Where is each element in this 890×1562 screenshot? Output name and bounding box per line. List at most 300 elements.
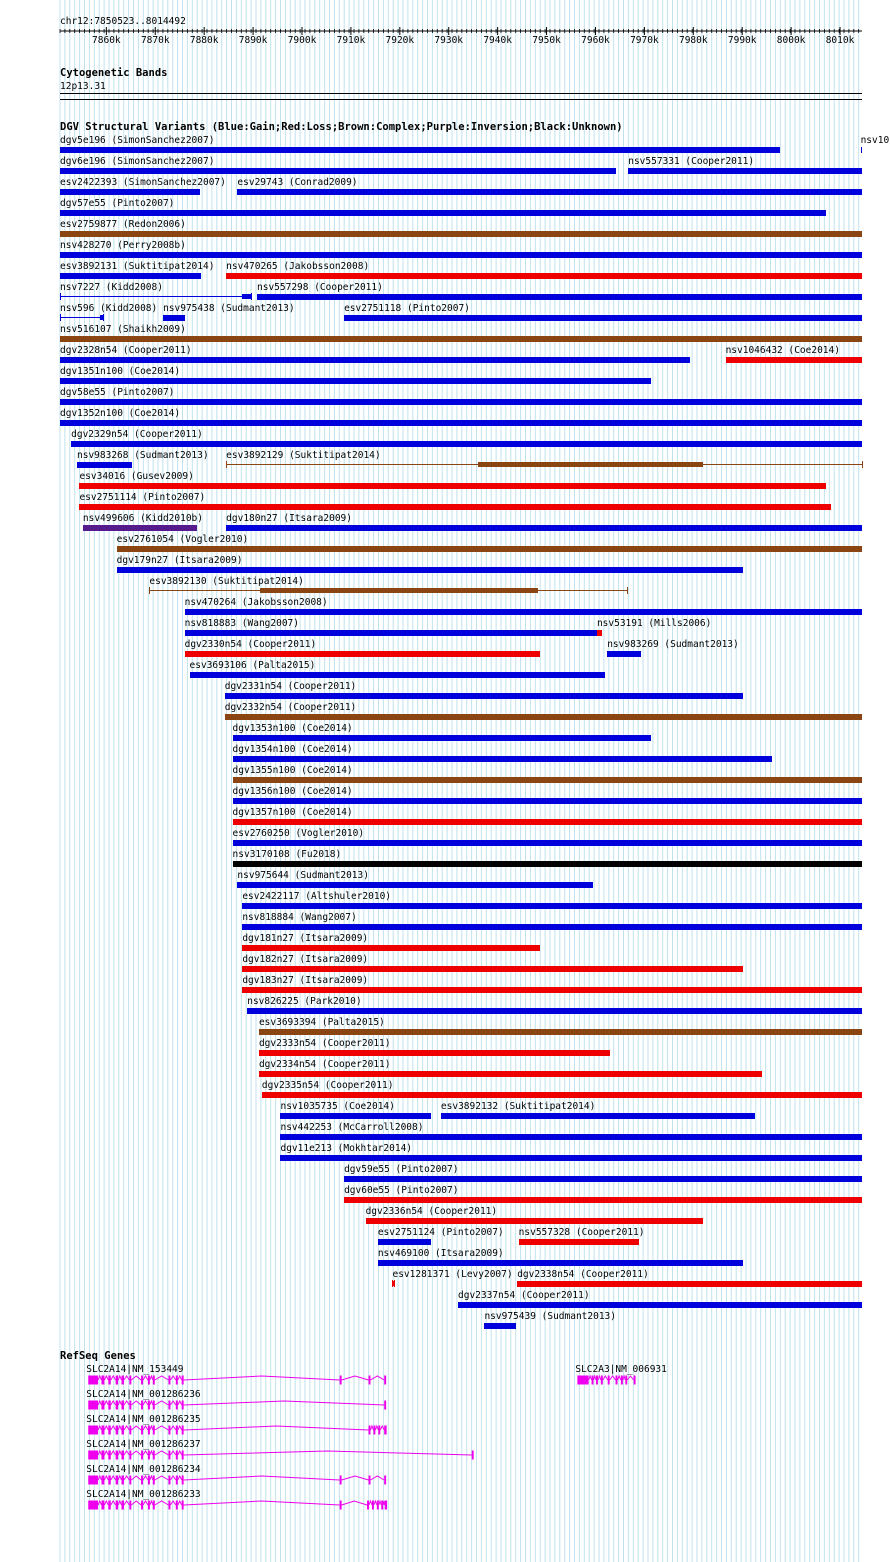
sv-feature-bar[interactable] xyxy=(225,714,862,720)
sv-feature-bar[interactable] xyxy=(100,315,102,320)
sv-label[interactable]: dgv1357n100 (Coe2014) xyxy=(232,807,353,818)
gene-exon xyxy=(148,1476,150,1485)
sv-label[interactable]: dgv11e213 (Mokhtar2014) xyxy=(280,1143,413,1154)
sv-label[interactable]: nsv442253 (McCarroll2008) xyxy=(280,1122,424,1133)
ruler-tick-label: 7870k xyxy=(140,35,170,46)
sv-feature-bar[interactable] xyxy=(259,1029,862,1035)
sv-feature-bar[interactable] xyxy=(484,1323,515,1329)
sv-label[interactable]: dgv57e55 (Pinto2007) xyxy=(60,198,175,209)
gene-intron xyxy=(131,1376,141,1380)
gene-exon xyxy=(129,1426,131,1435)
sv-feature-bar[interactable] xyxy=(79,483,825,489)
gene-intron xyxy=(170,1476,175,1480)
gene-exon xyxy=(148,1501,150,1510)
sv-feature-bar[interactable] xyxy=(163,315,185,321)
sv-feature-bar[interactable] xyxy=(344,315,862,321)
gene-exon xyxy=(182,1476,184,1485)
gene-intron xyxy=(111,1501,116,1505)
gene-intron xyxy=(150,1501,153,1505)
gene-exon xyxy=(122,1426,124,1435)
gene-intron xyxy=(104,1426,108,1430)
sv-feature-bar[interactable] xyxy=(233,861,862,867)
sv-label[interactable]: nsv975439 (Sudmant2013) xyxy=(484,1311,616,1322)
gene-exon xyxy=(108,1426,110,1435)
gene-exon xyxy=(116,1451,118,1460)
gene-intron xyxy=(178,1401,182,1405)
gene-intron xyxy=(178,1501,182,1505)
gene-label[interactable]: SLC2A14|NM_001286236 xyxy=(86,1389,201,1400)
sv-feature-end-cap xyxy=(251,293,252,300)
sv-label[interactable]: esv3892132 (Suktitipat2014) xyxy=(440,1101,596,1112)
gene-intron xyxy=(184,1426,369,1430)
sv-feature-bar[interactable] xyxy=(60,336,862,342)
sv-label[interactable]: dgv2336n54 (Cooper2011) xyxy=(365,1206,498,1217)
sv-label[interactable]: esv2751124 (Pinto2007) xyxy=(377,1227,504,1238)
gene-exon xyxy=(148,1376,150,1385)
sv-label[interactable]: esv2751118 (Pinto2007) xyxy=(344,303,470,314)
sv-label[interactable]: dgv180n27 (Itsara2009) xyxy=(226,513,353,524)
sv-label[interactable]: esv2422117 (Altshuler2010) xyxy=(242,891,392,902)
sv-label[interactable]: nsv3170108 (Fu2018) xyxy=(232,849,342,860)
sv-feature-bar[interactable] xyxy=(60,168,616,174)
gene-exon xyxy=(596,1376,598,1385)
sv-label[interactable]: nsv499606 (Kidd2010b) xyxy=(82,513,203,524)
sv-feature-bar[interactable] xyxy=(185,630,597,636)
sv-label[interactable]: esv3892129 (Suktitipat2014) xyxy=(226,450,381,461)
gene-intron xyxy=(124,1426,129,1430)
gene-intron xyxy=(589,1376,592,1380)
gene-exon xyxy=(176,1401,178,1410)
sv-feature-bar[interactable] xyxy=(280,1113,431,1119)
ruler-tick-label: 7910k xyxy=(336,35,366,46)
gene-intron xyxy=(150,1401,153,1405)
sv-feature-bar[interactable] xyxy=(225,693,743,699)
sv-label[interactable]: nsv470265 (Jakobsson2008) xyxy=(226,261,370,272)
sv-feature-bar[interactable] xyxy=(233,756,772,762)
gene-intron xyxy=(124,1501,129,1505)
ruler-tick-label: 7950k xyxy=(532,35,561,46)
sv-label[interactable]: dgv2334n54 (Cooper2011) xyxy=(258,1059,391,1070)
sv-label[interactable]: dgv2335n54 (Cooper2011) xyxy=(261,1080,394,1091)
sv-feature-bar[interactable] xyxy=(242,924,862,930)
gene-exon xyxy=(141,1401,143,1410)
sv-feature-bar[interactable] xyxy=(60,357,690,363)
sv-label[interactable]: dgv59e55 (Pinto2007) xyxy=(344,1164,459,1175)
gene-intron xyxy=(124,1451,129,1455)
sv-label[interactable]: nsv557328 (Cooper2011) xyxy=(518,1227,645,1238)
ruler-tick-label: 7930k xyxy=(434,35,464,46)
sv-feature-bar[interactable] xyxy=(60,147,780,153)
sv-feature-bar[interactable] xyxy=(344,1197,862,1203)
sv-feature-bar[interactable] xyxy=(60,210,826,216)
gene-intron xyxy=(170,1426,175,1430)
sv-label[interactable]: nsv10 xyxy=(860,135,890,146)
sv-feature-line[interactable] xyxy=(60,296,251,297)
gene-label[interactable]: SLC2A14|NM_001286233 xyxy=(86,1489,201,1500)
gene-intron xyxy=(155,1476,169,1480)
gene-exon xyxy=(116,1476,118,1485)
sv-feature-bar[interactable] xyxy=(233,840,862,846)
sv-label[interactable]: esv34016 (Gusev2009) xyxy=(79,471,194,482)
sv-label[interactable]: nsv983268 (Sudmant2013) xyxy=(77,450,209,461)
sv-label[interactable]: esv29743 (Conrad2009) xyxy=(237,177,358,188)
sv-feature-bar[interactable] xyxy=(226,273,862,279)
sv-label[interactable]: nsv557331 (Cooper2011) xyxy=(628,156,755,167)
sv-feature-bar[interactable] xyxy=(262,1092,862,1098)
gene-exon xyxy=(116,1376,118,1385)
sv-label[interactable]: dgv60e55 (Pinto2007) xyxy=(344,1185,459,1196)
gene-label[interactable]: SLC2A14|NM_001286237 xyxy=(86,1439,201,1450)
gene-exon xyxy=(381,1501,383,1510)
gene-intron xyxy=(370,1476,384,1480)
sv-label[interactable]: nsv596 (Kidd2008) xyxy=(60,303,158,314)
sv-label[interactable]: esv3892131 (Suktitipat2014) xyxy=(60,261,215,272)
gene-exon xyxy=(122,1476,124,1485)
sv-label[interactable]: nsv975438 (Sudmant2013) xyxy=(163,303,295,314)
gene-exon xyxy=(369,1376,371,1385)
sv-label[interactable]: esv3693394 (Palta2015) xyxy=(258,1017,385,1028)
sv-label[interactable]: nsv826225 (Park2010) xyxy=(247,996,362,1007)
sv-label[interactable]: dgv1353n100 (Coe2014) xyxy=(232,723,353,734)
ruler-tick-label: 7890k xyxy=(238,35,268,46)
gene-intron xyxy=(98,1476,101,1480)
gene-exon xyxy=(616,1376,618,1385)
sv-label[interactable]: nsv53191 (Mills2006) xyxy=(596,618,712,629)
ruler-tick-label: 7880k xyxy=(189,35,219,46)
gene-exon xyxy=(340,1376,342,1385)
sv-label[interactable]: dgv2332n54 (Cooper2011) xyxy=(224,702,357,713)
gene-intron xyxy=(131,1476,141,1480)
gene-intron xyxy=(131,1451,141,1455)
sv-label[interactable]: dgv2337n54 (Cooper2011) xyxy=(458,1290,590,1301)
sv-feature-bar[interactable] xyxy=(247,1008,862,1014)
sv-feature-bar[interactable] xyxy=(597,630,602,636)
sv-feature-bar[interactable] xyxy=(60,399,862,405)
gene-intron xyxy=(155,1501,169,1505)
sv-feature-bar[interactable] xyxy=(60,420,862,426)
gene-intron xyxy=(150,1476,153,1480)
gene-exon xyxy=(384,1401,386,1410)
sv-feature-bar[interactable] xyxy=(259,1050,610,1056)
sv-feature-bar[interactable] xyxy=(726,357,862,363)
gene-exon xyxy=(372,1501,374,1510)
gene-exon xyxy=(340,1476,342,1485)
sv-label[interactable]: nsv1035735 (Coe2014) xyxy=(280,1101,395,1112)
gene-intron xyxy=(98,1401,101,1405)
sv-label[interactable]: dgv5e196 (SimonSanchez2007) xyxy=(60,135,215,146)
gene-exon xyxy=(472,1451,474,1460)
sv-feature-bar[interactable] xyxy=(190,672,606,678)
sv-feature-bar[interactable] xyxy=(259,1071,762,1077)
gene-exon xyxy=(141,1426,143,1435)
gene-intron xyxy=(598,1376,601,1380)
sv-feature-bar[interactable] xyxy=(83,525,197,531)
sv-label[interactable]: dgv1351n100 (Coe2014) xyxy=(60,366,181,377)
gene-exon xyxy=(108,1476,110,1485)
gene-exon xyxy=(168,1476,170,1485)
ruler-tick-label: 7980k xyxy=(678,35,708,46)
sv-feature-bar[interactable] xyxy=(226,525,862,531)
sv-feature-end-cap xyxy=(60,314,61,321)
gene-exon xyxy=(141,1451,143,1460)
ruler-tick-label: 8000k xyxy=(776,35,806,46)
sv-label[interactable]: nsv428270 (Perry2008b) xyxy=(60,240,186,251)
sv-feature-bar[interactable] xyxy=(280,1134,862,1140)
gene-intron xyxy=(170,1451,175,1455)
gene-exon xyxy=(182,1401,184,1410)
sv-feature-bar[interactable] xyxy=(260,588,538,593)
gene-exon xyxy=(148,1426,150,1435)
gene-exon xyxy=(601,1376,603,1385)
sv-feature-bar[interactable] xyxy=(628,168,862,174)
sv-label[interactable]: nsv983269 (Sudmant2013) xyxy=(607,639,739,650)
gene-exon xyxy=(176,1426,178,1435)
sv-feature-bar[interactable] xyxy=(60,252,862,258)
gene-exon xyxy=(621,1376,623,1385)
ruler-tick-label: 7990k xyxy=(727,35,757,46)
sv-label[interactable]: dgv6e196 (SimonSanchez2007) xyxy=(60,156,215,167)
gene-intron xyxy=(594,1376,596,1380)
gene-intron xyxy=(111,1401,116,1405)
gene-exon xyxy=(168,1401,170,1410)
sv-feature-bar[interactable] xyxy=(378,1260,743,1266)
sv-label[interactable]: dgv2330n54 (Cooper2011) xyxy=(184,639,317,650)
sv-feature-bar[interactable] xyxy=(60,231,862,237)
sv-label[interactable]: nsv975644 (Sudmant2013) xyxy=(237,870,369,881)
gene-exon xyxy=(153,1376,155,1385)
sv-label[interactable]: dgv182n27 (Itsara2009) xyxy=(242,954,369,965)
sv-feature-bar[interactable] xyxy=(233,819,862,825)
sv-label[interactable]: esv2422393 (SimonSanchez2007) xyxy=(60,177,226,188)
sv-feature-bar[interactable] xyxy=(478,462,703,467)
gene-exon xyxy=(108,1376,110,1385)
gene-exon xyxy=(88,1426,98,1435)
sv-feature-bar[interactable] xyxy=(861,147,863,153)
gene-intron xyxy=(178,1426,182,1430)
gene-label[interactable]: SLC2A14|NM_001286235 xyxy=(86,1414,201,1425)
sv-label[interactable]: dgv2338n54 (Cooper2011) xyxy=(517,1269,649,1280)
gene-exon xyxy=(101,1401,104,1410)
gene-exon xyxy=(101,1476,104,1485)
gene-exon xyxy=(153,1451,155,1460)
gene-intron xyxy=(623,1376,625,1380)
sv-feature-bar[interactable] xyxy=(242,903,862,909)
sv-feature-bar[interactable] xyxy=(392,1281,394,1286)
gene-label[interactable]: SLC2A3|NM_006931 xyxy=(575,1364,667,1375)
ruler-tick-label: 7940k xyxy=(483,35,512,46)
sv-feature-bar[interactable] xyxy=(280,1155,862,1161)
gene-intron xyxy=(370,1426,373,1430)
gene-intron xyxy=(375,1426,378,1430)
gene-intron xyxy=(617,1376,620,1380)
gene-intron xyxy=(118,1451,121,1455)
ruler-tick-label: 8010k xyxy=(825,35,855,46)
sv-label[interactable]: dgv183n27 (Itsara2009) xyxy=(242,975,369,986)
sv-label[interactable]: nsv818883 (Wang2007) xyxy=(184,618,299,629)
sv-feature-bar[interactable] xyxy=(233,777,862,783)
gene-exon xyxy=(101,1426,104,1435)
sv-label[interactable]: dgv181n27 (Itsara2009) xyxy=(242,933,369,944)
sv-label[interactable]: esv1281371 (Levy2007) xyxy=(392,1269,513,1280)
gene-exon xyxy=(182,1501,184,1510)
gene-exon xyxy=(141,1476,143,1485)
gene-exon xyxy=(101,1451,104,1460)
cytoband-label: 12p13.31 xyxy=(60,81,106,92)
gene-exon xyxy=(129,1401,131,1410)
sv-feature-bar[interactable] xyxy=(257,294,862,300)
gene-intron xyxy=(369,1501,372,1505)
gene-exon xyxy=(634,1376,636,1385)
sv-feature-end-cap xyxy=(226,461,227,468)
sv-label[interactable]: esv2761054 (Vogler2010) xyxy=(116,534,249,545)
sv-label[interactable]: nsv470264 (Jakobsson2008) xyxy=(184,597,328,608)
sv-feature-bar[interactable] xyxy=(441,1113,755,1119)
sv-feature-bar[interactable] xyxy=(60,378,651,384)
ruler-tick-label: 7920k xyxy=(385,35,415,46)
gene-intron xyxy=(155,1426,169,1430)
gene-intron xyxy=(118,1401,121,1405)
gene-exon xyxy=(608,1376,610,1385)
sv-feature-end-cap xyxy=(103,314,104,321)
gene-exon xyxy=(122,1376,124,1385)
gene-intron xyxy=(118,1426,121,1430)
sv-feature-bar[interactable] xyxy=(519,1239,640,1245)
gene-label[interactable]: SLC2A14|NM_001286234 xyxy=(86,1464,201,1475)
gene-intron xyxy=(111,1476,116,1480)
sv-label[interactable]: dgv58e55 (Pinto2007) xyxy=(60,387,175,398)
sv-label[interactable]: nsv818884 (Wang2007) xyxy=(242,912,357,923)
gene-intron xyxy=(342,1476,369,1480)
gene-exon xyxy=(141,1376,143,1385)
sv-feature-bar[interactable] xyxy=(233,798,862,804)
sv-feature-bar[interactable] xyxy=(517,1281,862,1287)
sv-label[interactable]: esv2751114 (Pinto2007) xyxy=(79,492,206,503)
sv-feature-bar[interactable] xyxy=(79,504,830,510)
ruler-tick-label: 7900k xyxy=(287,35,317,46)
sv-feature-bar[interactable] xyxy=(242,987,862,993)
gene-exon xyxy=(168,1426,170,1435)
sv-feature-bar[interactable] xyxy=(237,189,862,195)
sv-feature-bar[interactable] xyxy=(71,441,862,447)
sv-label[interactable]: dgv179n27 (Itsara2009) xyxy=(116,555,243,566)
ruler-tick-label: 7960k xyxy=(581,35,610,46)
sv-feature-bar[interactable] xyxy=(185,651,541,657)
gene-exon xyxy=(88,1376,98,1385)
sv-feature-end-cap xyxy=(60,293,61,300)
gene-exon xyxy=(384,1426,386,1435)
gene-exon xyxy=(153,1476,155,1485)
gene-label[interactable]: SLC2A14|NM_153449 xyxy=(86,1364,184,1375)
sv-label[interactable]: nsv7227 (Kidd2008) xyxy=(60,282,163,293)
gene-exon xyxy=(182,1426,184,1435)
sv-label[interactable]: dgv1356n100 (Coe2014) xyxy=(232,786,353,797)
gene-intron xyxy=(610,1376,616,1380)
gene-intron xyxy=(170,1501,175,1505)
sv-feature-bar[interactable] xyxy=(117,546,862,552)
gene-intron xyxy=(155,1451,169,1455)
gene-intron xyxy=(374,1501,377,1505)
cytoband-line-top xyxy=(60,93,862,94)
gene-exon xyxy=(369,1426,371,1435)
gene-intron xyxy=(118,1476,121,1480)
gene-intron xyxy=(118,1501,121,1505)
sv-label[interactable]: dgv1354n100 (Coe2014) xyxy=(232,744,353,755)
gene-exon xyxy=(373,1426,375,1435)
sv-feature-bar[interactable] xyxy=(237,882,593,888)
gene-exon xyxy=(625,1376,627,1385)
cytoband-track-title: Cytogenetic Bands xyxy=(60,67,168,79)
sv-feature-bar[interactable] xyxy=(233,735,652,741)
gene-exon xyxy=(116,1426,118,1435)
sv-feature-bar[interactable] xyxy=(60,273,201,279)
sv-label[interactable]: dgv2329n54 (Cooper2011) xyxy=(71,429,203,440)
sv-feature-end-cap xyxy=(862,461,863,468)
sv-label[interactable]: nsv557298 (Cooper2011) xyxy=(257,282,383,293)
sv-feature-line[interactable] xyxy=(60,317,103,318)
sv-feature-bar[interactable] xyxy=(607,651,641,657)
sv-label[interactable]: esv3892130 (Suktitipat2014) xyxy=(149,576,304,587)
gene-exon xyxy=(176,1376,178,1385)
sv-label[interactable]: nsv469100 (Itsara2009) xyxy=(377,1248,504,1259)
gene-intron xyxy=(184,1476,340,1480)
sv-label[interactable]: esv2759877 (Redon2006) xyxy=(60,219,186,230)
dgv-track-title: DGV Structural Variants (Blue:Gain;Red:Loss;Brown:Complex;Purple:Inversion;Black:Unknown) xyxy=(60,121,623,133)
sv-feature-end-cap xyxy=(394,1280,395,1287)
sv-feature-bar[interactable] xyxy=(60,189,200,195)
gene-intron xyxy=(170,1376,175,1380)
sv-label[interactable]: dgv2331n54 (Cooper2011) xyxy=(224,681,357,692)
gene-exon xyxy=(384,1476,386,1485)
sv-feature-bar[interactable] xyxy=(185,609,862,615)
coordinate-label: chr12:7850523..8014492 xyxy=(60,16,186,27)
gene-intron xyxy=(98,1501,101,1505)
sv-feature-bar[interactable] xyxy=(378,1239,431,1245)
sv-label[interactable]: nsv1046432 (Coe2014) xyxy=(725,345,840,356)
gene-intron xyxy=(111,1426,116,1430)
ruler-tick-label: 7860k xyxy=(92,35,121,46)
gene-exon xyxy=(168,1501,170,1510)
gene-exon xyxy=(182,1376,184,1385)
sv-label[interactable]: dgv2328n54 (Cooper2011) xyxy=(60,345,192,356)
gene-exon xyxy=(385,1501,387,1510)
sv-label[interactable]: dgv1355n100 (Coe2014) xyxy=(232,765,353,776)
sv-feature-bar[interactable] xyxy=(117,567,744,573)
sv-feature-bar[interactable] xyxy=(344,1176,862,1182)
sv-feature-bar[interactable] xyxy=(458,1302,862,1308)
sv-feature-bar[interactable] xyxy=(77,462,132,468)
gene-exon xyxy=(108,1401,110,1410)
gene-exon xyxy=(168,1451,170,1460)
sv-feature-bar[interactable] xyxy=(366,1218,703,1224)
sv-label[interactable]: esv2760250 (Vogler2010) xyxy=(232,828,365,839)
sv-feature-bar[interactable] xyxy=(242,945,540,951)
gene-exon xyxy=(577,1376,588,1385)
gene-exon xyxy=(377,1501,379,1510)
gene-intron xyxy=(131,1501,141,1505)
sv-label[interactable]: esv3693106 (Palta2015) xyxy=(189,660,316,671)
gene-intron xyxy=(155,1376,169,1380)
sv-label[interactable]: nsv516107 (Shaikh2009) xyxy=(60,324,186,335)
gene-exon xyxy=(153,1401,155,1410)
gene-intron xyxy=(104,1376,108,1380)
sv-feature-bar[interactable] xyxy=(242,294,250,299)
gene-exon xyxy=(141,1501,143,1510)
sv-feature-bar[interactable] xyxy=(242,966,743,972)
sv-label[interactable]: dgv2333n54 (Cooper2011) xyxy=(258,1038,391,1049)
gene-exon xyxy=(148,1401,150,1410)
gene-exon xyxy=(101,1376,104,1385)
sv-label[interactable]: dgv1352n100 (Coe2014) xyxy=(60,408,181,419)
